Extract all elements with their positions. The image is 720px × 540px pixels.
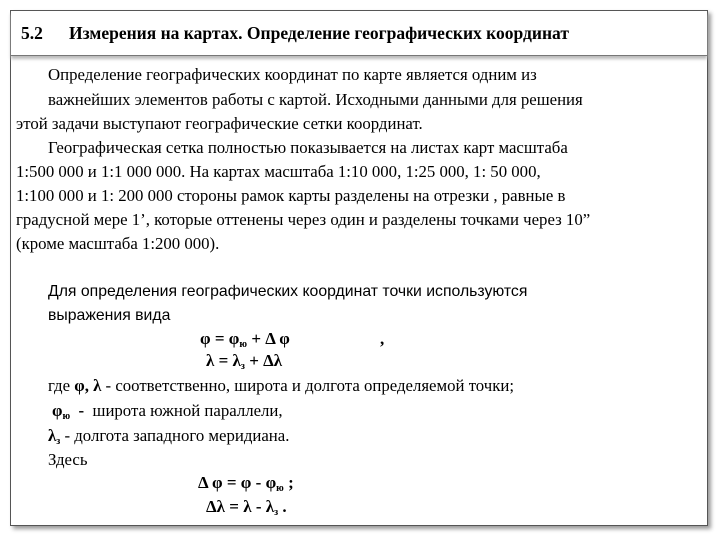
para1-line1: Определение географических координат по карте является одним из — [48, 65, 537, 84]
formula-phi-lhs: φ — [200, 329, 211, 348]
para2-line1: Географическая сетка полностью показывается на листах карт масштаба — [48, 138, 568, 157]
where-text: - соответственно, широта и долгота определяемой точки; — [101, 376, 514, 395]
lambda-west-symbol: λ — [48, 426, 57, 445]
lambda-west-definition — [48, 426, 289, 452]
where-symbols: φ, λ — [74, 376, 102, 395]
intro-line2: выражения вида — [48, 307, 171, 324]
phi-south-sub: ю — [62, 411, 71, 422]
formula-delta-phi-lhs: Δ φ — [198, 473, 223, 492]
section-number: 5.2 — [21, 23, 43, 43]
formula-delta-phi-eq: = — [226, 473, 237, 492]
formula-delta-phi-end: ; — [288, 473, 294, 492]
para2-line3: 1:100 000 и 1: 200 000 стороны рамок карты разделены на отрезки , равные в — [16, 186, 566, 205]
para2-line4: градусной мере 1’, которые оттенены через один и разделены точками через 10” — [16, 210, 591, 229]
formula-phi-comma: , — [380, 329, 385, 348]
section-header — [11, 11, 707, 56]
formula-delta-lambda-eq: = — [229, 497, 239, 516]
para1-line2: важнейших элементов работы с картой. Исходными данными для решения — [48, 90, 583, 109]
formula-delta-phi-term2: φ — [265, 473, 277, 492]
para2-line5: (кроме масштаба 1:200 000). — [16, 234, 220, 253]
phi-south-symbol: φ — [52, 401, 63, 420]
formula-delta-lambda-term1: λ — [243, 497, 252, 516]
formula-lambda — [206, 351, 282, 377]
formula-delta-phi-term2-sub: ю — [276, 483, 284, 494]
formula-lambda-plus: + — [249, 351, 259, 370]
para1-line3: этой задачи выступают географические сетки координат. — [16, 114, 423, 133]
formula-phi-term1: φ — [228, 329, 240, 348]
formula-lambda-term1: λ — [232, 351, 241, 370]
formula-delta-lambda-term2-sub: з — [274, 507, 279, 518]
formula-delta-lambda-minus: - — [255, 497, 262, 516]
formula-delta-lambda-end: . — [282, 497, 287, 516]
formula-lambda-eq: = — [218, 351, 229, 370]
phi-south-definition — [52, 401, 283, 427]
formula-delta-lambda-term2: λ — [265, 497, 275, 516]
formula-lambda-delta: Δλ — [263, 351, 283, 370]
section-title: Измерения на картах. Определение географических координат — [69, 23, 569, 43]
formula-phi-plus: + — [251, 329, 261, 348]
where-line — [48, 376, 514, 396]
here-label: Здесь — [48, 450, 88, 469]
formula-phi-delta: Δ φ — [265, 329, 290, 348]
intro-line1: Для определения географических координат точки используются — [48, 283, 528, 300]
lambda-west-sub: з — [56, 436, 61, 447]
phi-south-dash: - — [78, 401, 85, 420]
lambda-west-text: - долгота западного меридиана. — [60, 426, 290, 445]
formula-phi-eq: = — [214, 329, 225, 348]
formula-phi-term1-sub: ю — [239, 339, 248, 350]
para2-line2: 1:500 000 и 1:1 000 000. На картах масштаба 1:10 000, 1:25 000, 1: 50 000, — [16, 162, 541, 181]
formula-delta-lambda-lhs: Δλ — [206, 497, 226, 516]
formula-delta-phi — [198, 473, 294, 499]
where-prefix: где — [48, 376, 75, 395]
formula-delta-phi-minus: - — [255, 473, 262, 492]
formula-delta-lambda — [206, 497, 287, 523]
formula-delta-phi-term1: φ — [240, 473, 252, 492]
formula-lambda-term1-sub: з — [240, 361, 245, 372]
phi-south-text: широта южной параллели, — [92, 401, 283, 420]
formula-lambda-lhs: λ — [206, 351, 215, 370]
